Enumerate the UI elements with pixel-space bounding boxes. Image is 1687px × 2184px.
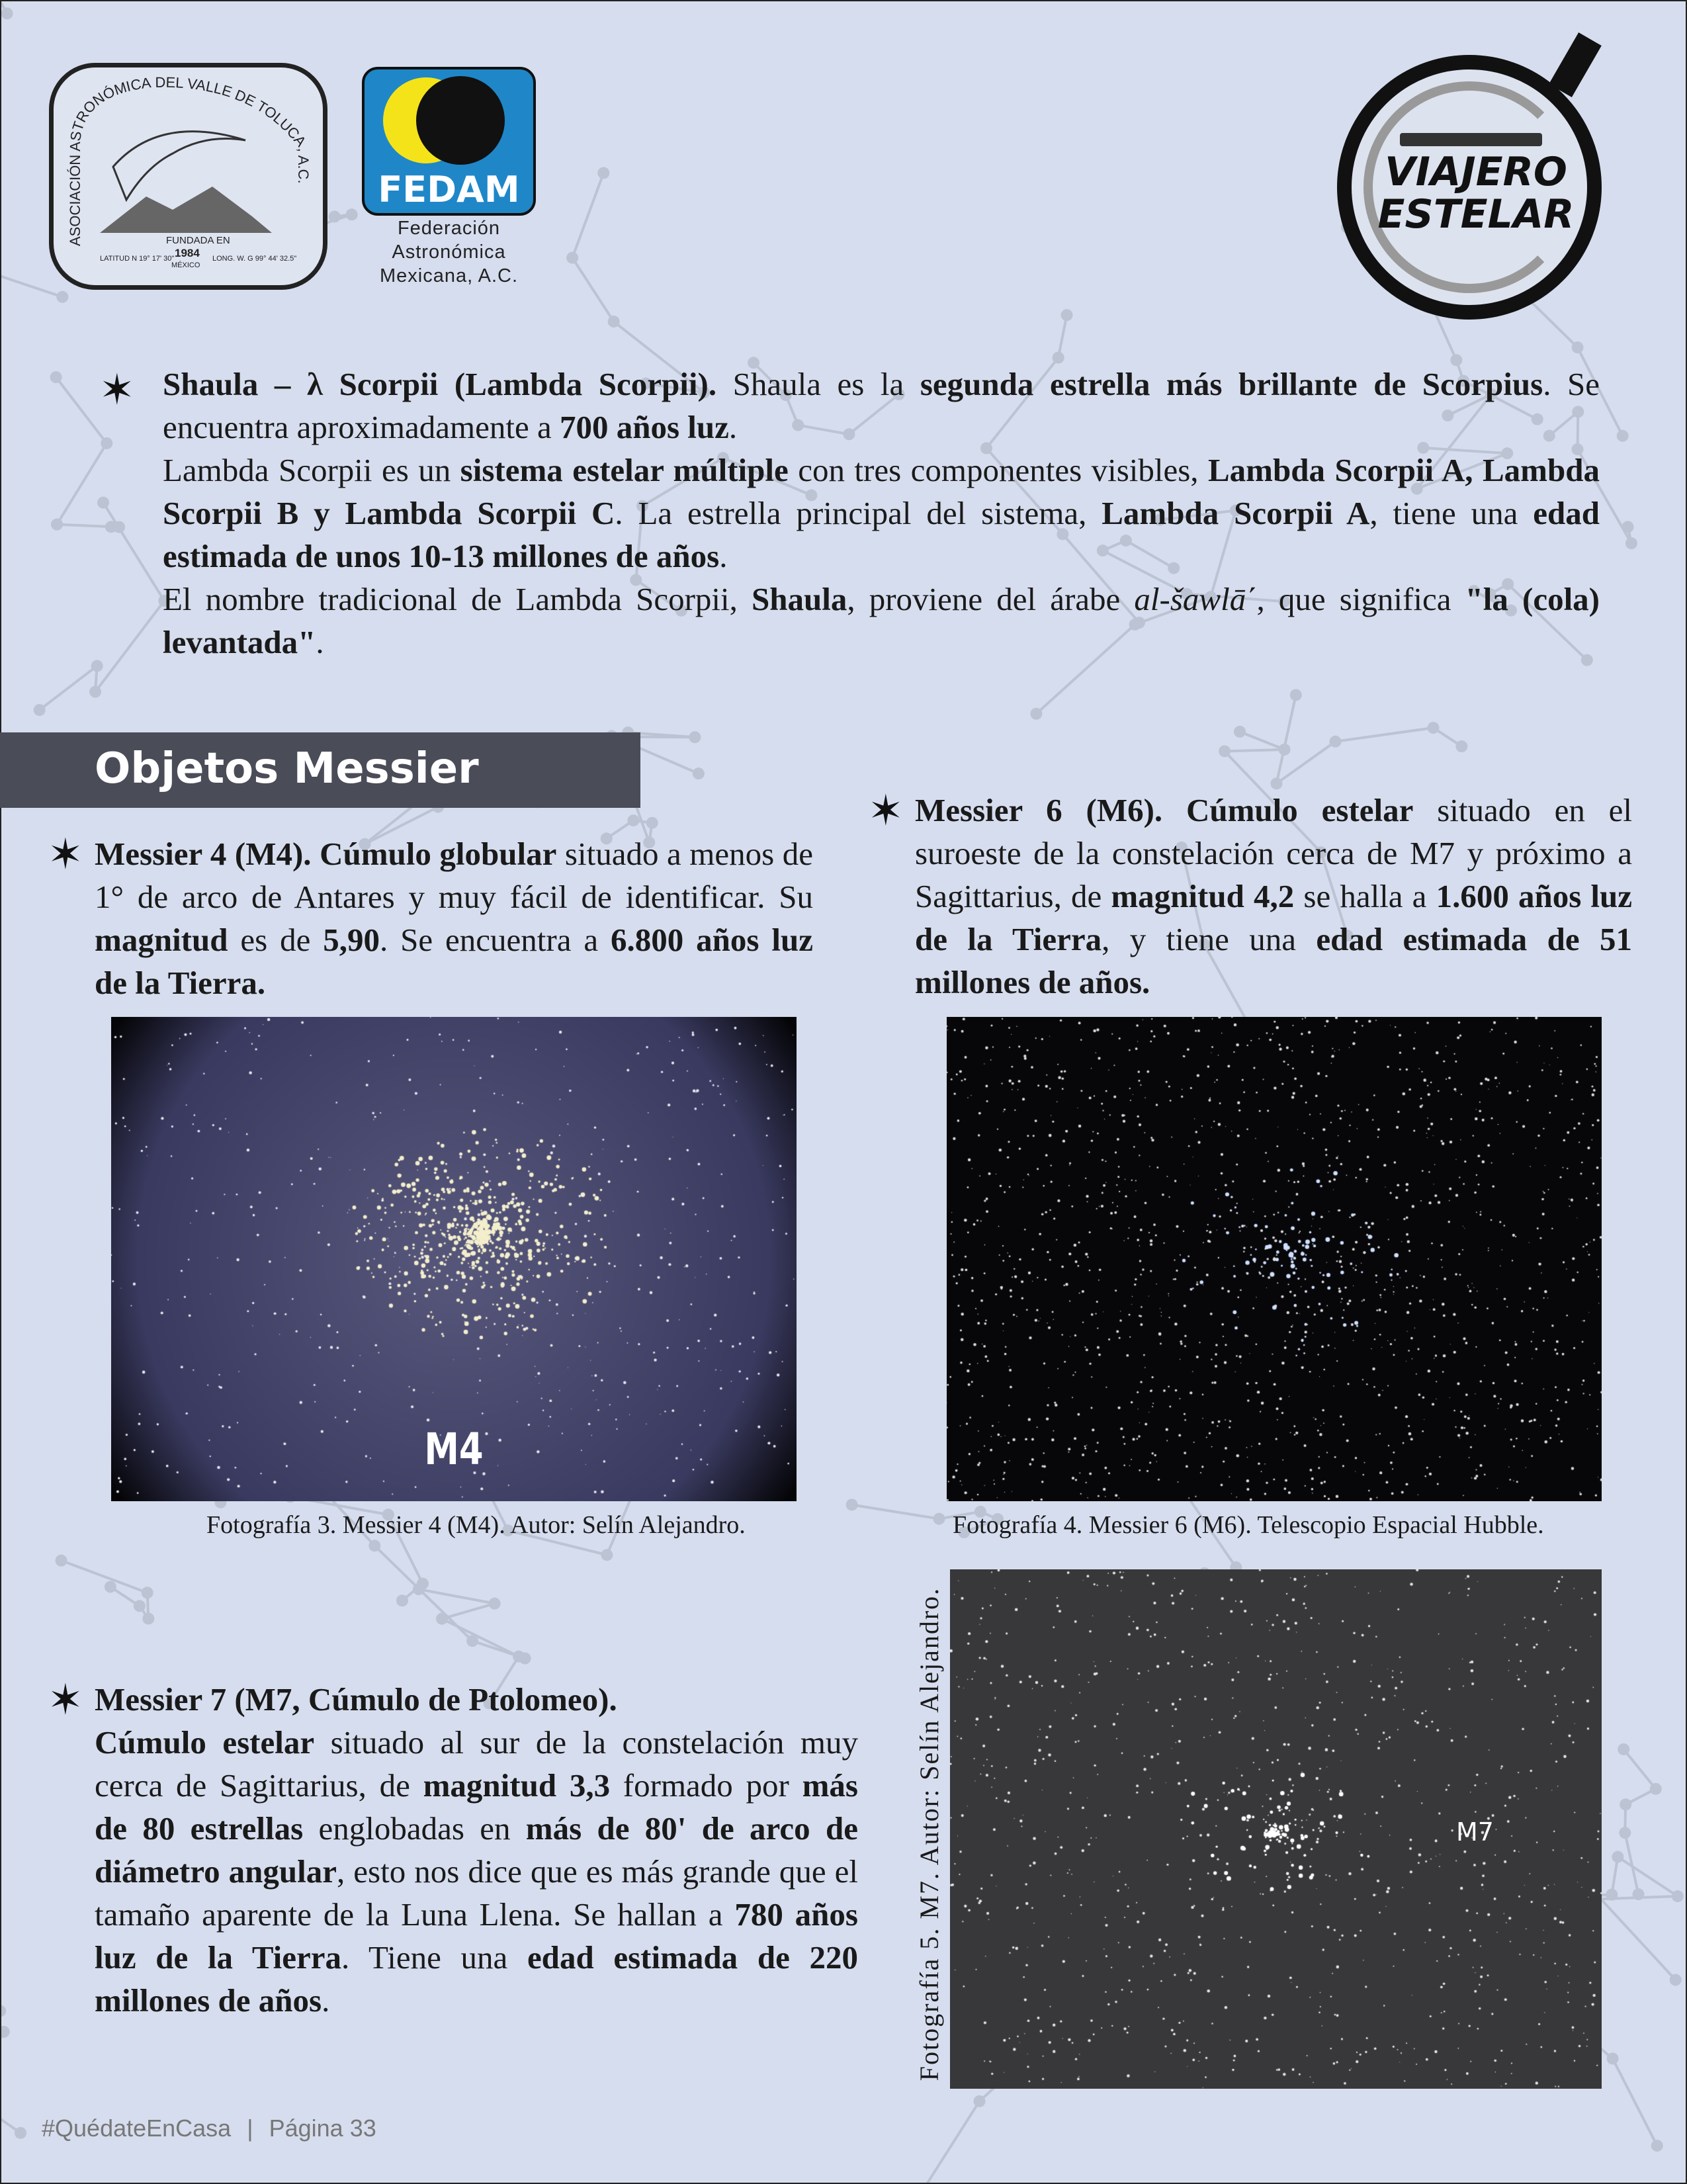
text-run: , esto nos dice que es más grande que el tamaño aparente de la Luna Llena. Se hallan a bbox=[95, 1853, 858, 1933]
text-run: Messier 4 (M4). Cúmulo globular bbox=[95, 836, 557, 872]
m7-photo bbox=[950, 1569, 1602, 2089]
fedam-line2: Astronómica bbox=[392, 241, 506, 263]
text-run: edad estimada de 51 millones de años. bbox=[915, 921, 1632, 1000]
text-run: magnitud bbox=[95, 922, 228, 958]
text-run: más de 80 estrellas bbox=[95, 1767, 858, 1847]
svg-text:LATITUD N 19° 17' 30": LATITUD N 19° 17' 30" bbox=[100, 255, 175, 263]
text-run: Lambda Scorpii A, Lambda Scorpii B y Lambda Scorpii C bbox=[163, 452, 1600, 531]
text-run: Shaula es la bbox=[716, 366, 920, 402]
text-run: . Tiene una bbox=[341, 1939, 527, 1976]
text-run: se halla a bbox=[1294, 878, 1436, 914]
text-run: situado al sur de la constelación muy cerca de Sagittarius, de bbox=[95, 1724, 858, 1804]
m4-description bbox=[95, 832, 813, 1004]
text-run: . Se encuentra aproximadamente a bbox=[163, 366, 1600, 445]
text-run: 6.800 años luz de la Tierra. bbox=[95, 922, 813, 1001]
text-run: Messier 6 (M6). Cúmulo estelar bbox=[915, 792, 1414, 828]
text-run: "la (cola) levantada" bbox=[163, 581, 1600, 660]
text-run: , y tiene una bbox=[1102, 921, 1317, 957]
shaula-paragraph-3 bbox=[163, 578, 1600, 664]
text-run: , que significa bbox=[1256, 581, 1465, 617]
text-run: situado en el suroeste de la constelación cerca de M7 y próximo a Sagittarius, de bbox=[915, 792, 1633, 914]
text-run: . bbox=[728, 409, 738, 445]
shaula-paragraph-1 bbox=[163, 363, 1600, 449]
m7-image-label: M7 bbox=[1456, 1817, 1494, 1847]
m6-caption: Fotografía 4. Messier 6 (M6). Telescopio Espacial Hubble. bbox=[953, 1511, 1544, 1539]
text-run: . bbox=[322, 1982, 330, 2019]
text-run: . La estrella principal del sistema, bbox=[615, 495, 1102, 531]
avt-ring-text: ASOCIACIÓN ASTRONÓMICA DEL VALLE DE TOLUCA, A.C. bbox=[66, 73, 312, 246]
svg-text:1984: 1984 bbox=[175, 247, 200, 259]
viajero-line2: ESTELAR bbox=[1377, 191, 1575, 238]
fedam-line3: Mexicana, A.C. bbox=[379, 265, 519, 286]
avt-logo bbox=[49, 63, 327, 290]
svg-text:FUNDADA EN: FUNDADA EN bbox=[166, 235, 230, 246]
text-run: edad estimada de 220 millones de años bbox=[95, 1939, 859, 2019]
text-run: sistema estelar múltiple bbox=[460, 452, 789, 488]
text-run: formado por bbox=[610, 1767, 802, 1804]
shaula-description bbox=[163, 363, 1600, 664]
footer-separator: | bbox=[247, 2115, 253, 2142]
fedam-logo bbox=[362, 67, 536, 286]
text-run: 780 años luz de la Tierra bbox=[95, 1896, 858, 1976]
text-run: , proviene del árabe bbox=[847, 581, 1135, 617]
text-run: es de bbox=[228, 922, 324, 958]
section-heading-bar bbox=[0, 732, 640, 808]
m4-image-label: M4 bbox=[424, 1424, 484, 1475]
m6-description bbox=[915, 789, 1632, 1004]
text-run: Shaula bbox=[751, 581, 847, 617]
fedam-line1: Federación bbox=[397, 218, 501, 239]
m4-photo bbox=[111, 1017, 797, 1501]
text-run: situado a menos de 1° de arco de Antares y muy fácil de identificar. Su bbox=[95, 836, 813, 915]
fedam-badge-text: FEDAM bbox=[378, 169, 520, 210]
star-bullet-icon: ✶ bbox=[99, 367, 135, 414]
footer-hashtag: #QuédateEnCasa bbox=[42, 2115, 232, 2142]
m7-title: Messier 7 (M7, Cúmulo de Ptolomeo). bbox=[95, 1681, 617, 1718]
shaula-paragraph-2 bbox=[163, 449, 1600, 578]
text-run: El nombre tradicional de Lambda Scorpii, bbox=[163, 581, 752, 617]
svg-text:MÉXICO: MÉXICO bbox=[171, 261, 200, 269]
text-run: más de 80' de arco de diámetro angular bbox=[95, 1810, 858, 1890]
text-run: magnitud 4,2 bbox=[1111, 878, 1295, 914]
star-bullet-icon: ✶ bbox=[868, 787, 904, 834]
text-run: , tiene una bbox=[1369, 495, 1534, 531]
text-run: 700 años luz bbox=[559, 409, 729, 445]
text-run: edad estimada de unos 10-13 millones de años bbox=[163, 495, 1600, 574]
m7-caption: Fotografía 5. M7. Autor: Selín Alejandro. bbox=[914, 1587, 944, 2081]
text-run: Shaula – λ Scorpii (Lambda Scorpii). bbox=[163, 366, 717, 402]
svg-text:LONG. W. G 99° 44' 32.5": LONG. W. G 99° 44' 32.5" bbox=[212, 255, 297, 263]
text-run: . Se encuentra a bbox=[380, 922, 611, 958]
footer bbox=[42, 2115, 376, 2142]
viajero-line1: VIAJERO bbox=[1385, 149, 1567, 195]
text-run: englobadas en bbox=[303, 1810, 526, 1847]
star-bullet-icon: ✶ bbox=[48, 1677, 83, 1724]
text-run: con tres componentes visibles, bbox=[788, 452, 1208, 488]
text-run: . bbox=[316, 624, 324, 660]
text-run: segunda estrella más brillante de Scorpius bbox=[920, 366, 1543, 402]
text-run: . bbox=[719, 538, 728, 574]
m4-caption: Fotografía 3. Messier 4 (M4). Autor: Selín Alejandro. bbox=[206, 1511, 746, 1539]
m6-photo bbox=[947, 1017, 1602, 1501]
text-run: magnitud 3,3 bbox=[423, 1767, 611, 1804]
text-run: Lambda Scorpii es un bbox=[163, 452, 460, 488]
section-title: Objetos Messier bbox=[95, 744, 479, 793]
text-run: Lambda Scorpii A bbox=[1102, 495, 1370, 531]
text-run: Cúmulo estelar bbox=[95, 1724, 315, 1761]
text-run: al-šawlā΄ bbox=[1134, 581, 1257, 617]
star-bullet-icon: ✶ bbox=[48, 831, 83, 878]
text-run: 5,90 bbox=[323, 922, 380, 958]
viajero-estelar-logo bbox=[1337, 35, 1616, 320]
m7-description bbox=[95, 1721, 858, 2022]
footer-page-number: Página 33 bbox=[269, 2115, 376, 2142]
text-run: 1.600 años luz de la Tierra bbox=[915, 878, 1633, 957]
